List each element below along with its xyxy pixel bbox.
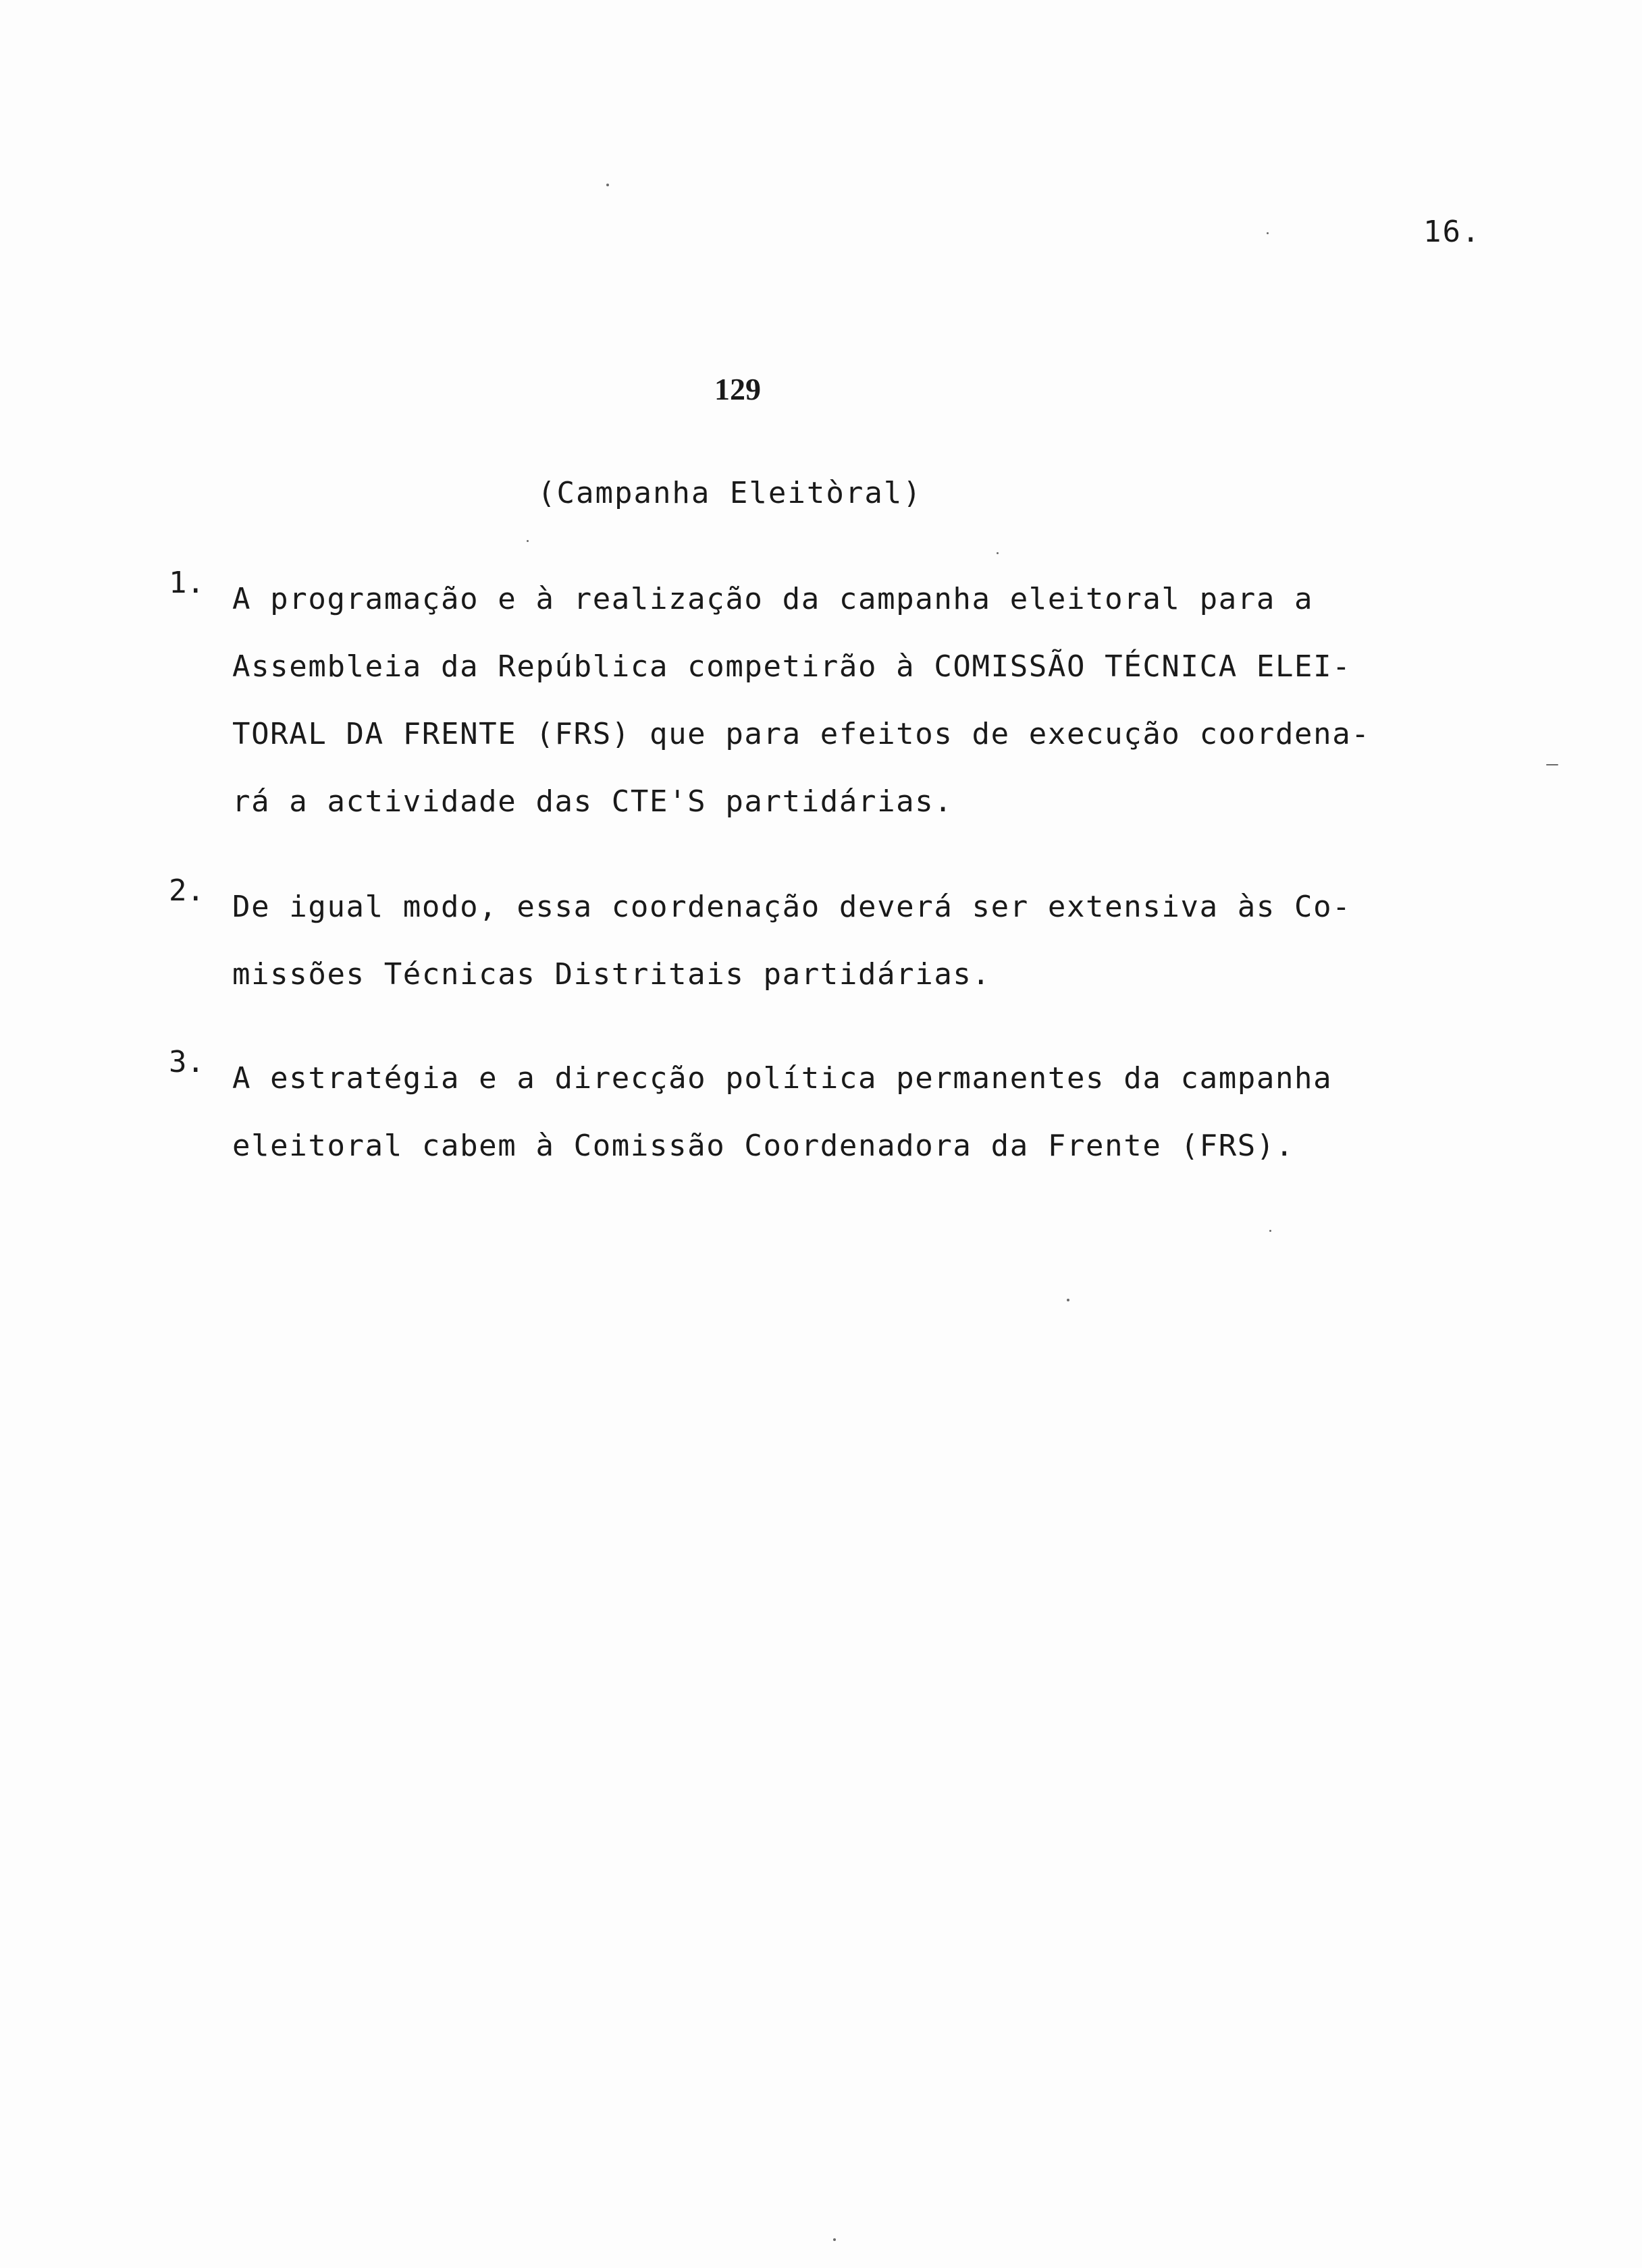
- scan-speck: [833, 2238, 836, 2241]
- scan-speck: [1267, 232, 1269, 234]
- document-reference-number: 129: [714, 372, 761, 406]
- scan-speck: [997, 552, 999, 554]
- text-line: A programação e à realização da campanha eleitoral para a: [232, 582, 1314, 616]
- list-item-number: 3.: [169, 1045, 205, 1079]
- section-title: (Campanha Eleitòral): [537, 476, 922, 510]
- text-line: De igual modo, essa coordenação deverá ser extensiva às Co-: [232, 890, 1352, 924]
- list-item-text: [232, 566, 1370, 836]
- text-line: A estratégia e a direcção política permanentes da campanha: [232, 1061, 1333, 1096]
- scan-speck: [1067, 1299, 1069, 1301]
- list-item-text: [232, 873, 1351, 1008]
- text-line: missões Técnicas Distritais partidárias.: [232, 957, 991, 992]
- scan-speck: [1546, 764, 1558, 765]
- scan-speck: [606, 184, 609, 186]
- list-item-number: 2.: [169, 873, 205, 908]
- list-item-number: 1.: [169, 566, 205, 600]
- text-line: eleitoral cabem à Comissão Coordenadora da Frente (FRS).: [232, 1129, 1295, 1163]
- text-line: TORAL DA FRENTE (FRS) que para efeitos de execução coordena-: [232, 717, 1371, 751]
- list-item-text: [232, 1045, 1332, 1180]
- text-line: Assembleia da República competirão à COMISSÃO TÉCNICA ELEI-: [232, 649, 1352, 684]
- page-number: 16.: [1423, 215, 1481, 249]
- scan-speck: [527, 540, 529, 542]
- text-line: rá a actividade das CTE'S partidárias.: [232, 784, 953, 819]
- scan-speck: [1269, 1230, 1271, 1232]
